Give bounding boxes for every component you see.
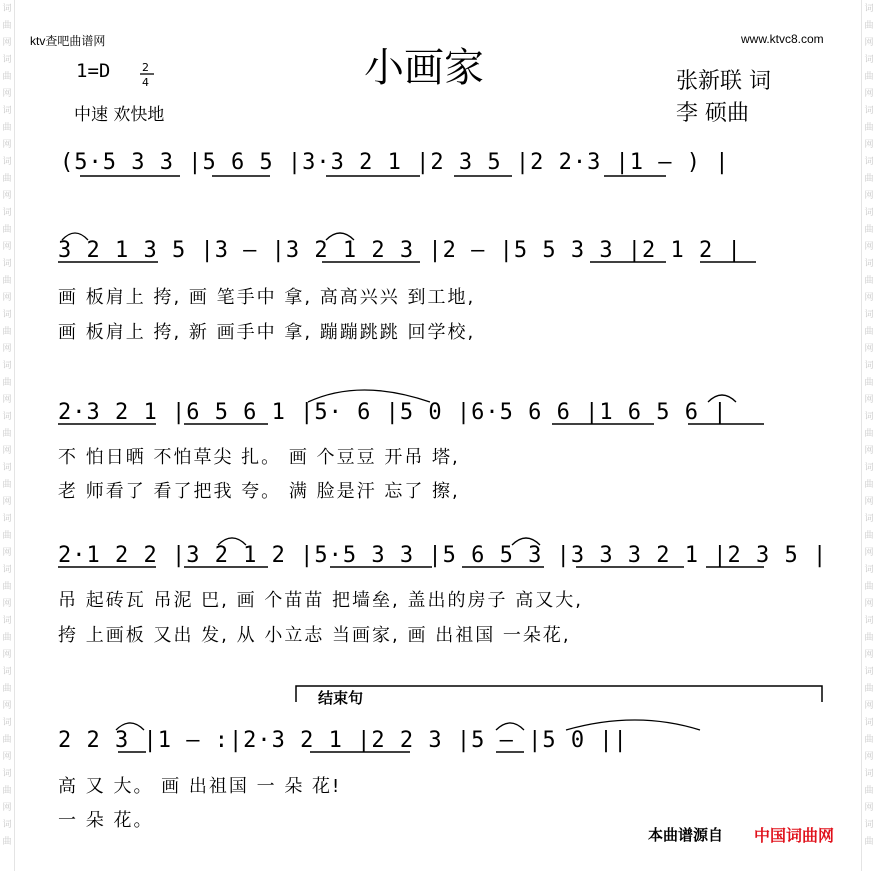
ending-label: 结束句 bbox=[318, 689, 364, 707]
score-line-4-verse-1: 吊 起砖瓦 吊泥 巴, 画 个苗苗 把墙垒, 盖出的房子 高又大, bbox=[58, 590, 583, 611]
key-signature: 1=D bbox=[76, 60, 111, 82]
watermark-glyph: 词 bbox=[864, 55, 874, 65]
watermark-glyph: 曲 bbox=[2, 21, 12, 31]
watermark-glyph: 曲 bbox=[864, 327, 874, 337]
watermark-glyph: 曲 bbox=[864, 174, 874, 184]
watermark-glyph: 曲 bbox=[2, 123, 12, 133]
score-line-3-notes: 2·3 2 1 |6 5 6 1 |5· 6 |5 0 |6·5 6 6 |1 6 5 6 | bbox=[58, 400, 728, 425]
watermark-glyph: 词 bbox=[864, 412, 874, 422]
watermark-glyph: 曲 bbox=[2, 225, 12, 235]
tempo-marking: 中速 欢快地 bbox=[74, 105, 165, 125]
ending-bracket bbox=[296, 686, 822, 702]
watermark-glyph: 词 bbox=[2, 412, 12, 422]
svg-text:2: 2 bbox=[142, 61, 149, 74]
watermark-glyph: 曲 bbox=[864, 429, 874, 439]
watermark-glyph: 曲 bbox=[2, 786, 12, 796]
watermark-glyph: 曲 bbox=[2, 582, 12, 592]
source-site-link[interactable]: 中国词曲网 bbox=[754, 826, 835, 845]
watermark-glyph: 网 bbox=[864, 140, 874, 150]
watermark-glyph: 网 bbox=[2, 701, 12, 711]
slur-mark bbox=[116, 723, 144, 730]
watermark-glyph: 曲 bbox=[864, 684, 874, 694]
watermark-glyph: 网 bbox=[2, 242, 12, 252]
watermark-glyph: 词 bbox=[864, 514, 874, 524]
score-line-2-verse-2: 画 板肩上 挎, 新 画手中 拿, 蹦蹦跳跳 回学校, bbox=[58, 322, 476, 343]
watermark-glyph: 词 bbox=[864, 106, 874, 116]
watermark-glyph: 词 bbox=[864, 310, 874, 320]
watermark-glyph: 词 bbox=[2, 208, 12, 218]
watermark-glyph: 词 bbox=[864, 463, 874, 473]
watermark-glyph: 网 bbox=[864, 446, 874, 456]
watermark-glyph: 词 bbox=[2, 4, 12, 14]
site-url-right: www.ktvc8.com bbox=[741, 32, 824, 46]
score-line-1-notes: (5·5 3 3 |5 6 5 |3·3 2 1 |2 3 5 |2 2·3 |1 – ) | bbox=[60, 150, 730, 175]
watermark-glyph: 曲 bbox=[2, 174, 12, 184]
score-line-3-verse-2: 老 师看了 看了把我 夸。 满 脸是汗 忘了 擦, bbox=[58, 481, 460, 502]
watermark-glyph: 网 bbox=[2, 446, 12, 456]
watermark-glyph: 网 bbox=[2, 752, 12, 762]
watermark-glyph: 曲 bbox=[2, 276, 12, 286]
watermark-glyph: 曲 bbox=[864, 582, 874, 592]
watermark-glyph: 曲 bbox=[2, 72, 12, 82]
watermark-glyph: 曲 bbox=[2, 327, 12, 337]
watermark-glyph: 曲 bbox=[2, 429, 12, 439]
watermark-glyph: 词 bbox=[2, 667, 12, 677]
watermark-glyph: 网 bbox=[2, 395, 12, 405]
watermark-glyph: 网 bbox=[864, 803, 874, 813]
watermark-glyph: 网 bbox=[864, 599, 874, 609]
watermark-glyph: 词 bbox=[2, 157, 12, 167]
watermark-glyph: 网 bbox=[2, 497, 12, 507]
watermark-glyph: 词 bbox=[2, 616, 12, 626]
watermark-glyph: 网 bbox=[2, 89, 12, 99]
watermark-glyph: 词 bbox=[864, 769, 874, 779]
watermark-glyph: 词 bbox=[864, 820, 874, 830]
watermark-glyph: 曲 bbox=[2, 735, 12, 745]
composer-credit: 李 硕曲 bbox=[676, 101, 749, 126]
watermark-glyph: 曲 bbox=[2, 531, 12, 541]
song-title: 小画家 bbox=[364, 45, 484, 91]
score-line-2-verse-1: 画 板肩上 挎, 画 笔手中 拿, 高高兴兴 到工地, bbox=[58, 287, 476, 308]
watermark-glyph: 曲 bbox=[864, 531, 874, 541]
watermark-glyph: 网 bbox=[2, 293, 12, 303]
watermark-glyph: 曲 bbox=[864, 480, 874, 490]
watermark-glyph: 曲 bbox=[2, 378, 12, 388]
watermark-glyph: 曲 bbox=[864, 378, 874, 388]
score-line-4-verse-2: 挎 上画板 又出 发, 从 小立志 当画家, 画 出祖国 一朵花, bbox=[58, 625, 571, 646]
watermark-glyph: 词 bbox=[2, 106, 12, 116]
watermark-glyph: 网 bbox=[864, 752, 874, 762]
slur-mark bbox=[512, 538, 540, 545]
watermark-glyph: 曲 bbox=[2, 633, 12, 643]
watermark-glyph: 网 bbox=[2, 140, 12, 150]
watermark-glyph: 曲 bbox=[2, 684, 12, 694]
watermark-glyph: 网 bbox=[864, 89, 874, 99]
watermark-glyph: 词 bbox=[2, 718, 12, 728]
slur-mark bbox=[566, 720, 700, 730]
slur-mark bbox=[496, 723, 524, 730]
site-name-left: ktv查吧曲谱网 bbox=[30, 34, 106, 48]
beam-lines bbox=[58, 176, 764, 752]
watermark-glyph: 词 bbox=[864, 361, 874, 371]
watermark-glyph: 词 bbox=[864, 616, 874, 626]
watermark-glyph: 网 bbox=[2, 38, 12, 48]
score-line-4-notes: 2·1 2 2 |3 2 1 2 |5·5 3 3 |5 6 5 3 |3 3 3 2 1 |2 3 5 | bbox=[58, 543, 828, 568]
slur-mark bbox=[326, 233, 354, 240]
score-line-5-verse-2: 一 朵 花。 bbox=[58, 810, 154, 831]
watermark-glyph: 词 bbox=[864, 4, 874, 14]
watermark-glyph: 网 bbox=[864, 548, 874, 558]
watermark-glyph: 曲 bbox=[864, 633, 874, 643]
score-line-3-verse-1: 不 怕日晒 不怕草尖 扎。 画 个豆豆 开吊 塔, bbox=[58, 447, 460, 468]
watermark-glyph: 网 bbox=[2, 548, 12, 558]
score-line-2-notes: 3 2 1 3 5 |3 – |3 2 1 2 3 |2 – |5 5 3 3 |2 1 2 | bbox=[58, 238, 742, 263]
watermark-glyph: 网 bbox=[864, 293, 874, 303]
watermark-glyph: 曲 bbox=[864, 786, 874, 796]
watermark-glyph: 网 bbox=[2, 650, 12, 660]
watermark-glyph: 网 bbox=[864, 701, 874, 711]
watermark-glyph: 词 bbox=[2, 55, 12, 65]
slur-mark bbox=[308, 390, 430, 402]
watermark-glyph: 曲 bbox=[864, 735, 874, 745]
slur-mark bbox=[708, 395, 736, 402]
watermark-glyph: 词 bbox=[864, 667, 874, 677]
watermark-glyph: 词 bbox=[2, 310, 12, 320]
watermark-glyph: 网 bbox=[2, 191, 12, 201]
watermark-glyph: 词 bbox=[864, 259, 874, 269]
watermark-glyph: 曲 bbox=[2, 480, 12, 490]
watermark-glyph: 网 bbox=[864, 650, 874, 660]
slur-mark bbox=[62, 233, 88, 240]
svg-text:4: 4 bbox=[142, 76, 149, 88]
watermark-glyph: 曲 bbox=[864, 123, 874, 133]
score-line-5-notes: 2 2 3 |1 – :|2·3 2 1 |2 2 3 |5 – |5 0 || bbox=[58, 728, 628, 753]
watermark-glyph: 词 bbox=[2, 463, 12, 473]
score-line-5-verse-1: 高 又 大。 画 出祖国 一 朵 花! bbox=[58, 776, 342, 797]
source-label: 本曲谱源自 bbox=[648, 826, 724, 844]
watermark-glyph: 曲 bbox=[864, 225, 874, 235]
watermark-glyph: 词 bbox=[864, 565, 874, 575]
watermark-glyph: 曲 bbox=[864, 72, 874, 82]
watermark-glyph: 网 bbox=[2, 344, 12, 354]
watermark-glyph: 词 bbox=[2, 514, 12, 524]
watermark-glyph: 曲 bbox=[864, 276, 874, 286]
watermark-glyph: 网 bbox=[2, 599, 12, 609]
watermark-glyph: 词 bbox=[2, 565, 12, 575]
watermark-glyph: 网 bbox=[864, 242, 874, 252]
watermark-glyph: 网 bbox=[864, 191, 874, 201]
watermark-glyph: 词 bbox=[2, 820, 12, 830]
watermark-glyph: 词 bbox=[2, 259, 12, 269]
watermark-glyph: 曲 bbox=[2, 837, 12, 847]
watermark-glyph: 网 bbox=[864, 497, 874, 507]
watermark-glyph: 曲 bbox=[864, 837, 874, 847]
watermark-glyph: 网 bbox=[864, 395, 874, 405]
lyricist-credit: 张新联 词 bbox=[676, 69, 771, 94]
watermark-glyph: 曲 bbox=[864, 21, 874, 31]
slur-mark bbox=[218, 538, 246, 545]
watermark-glyph: 网 bbox=[864, 344, 874, 354]
watermark-glyph: 词 bbox=[864, 718, 874, 728]
watermark-glyph: 网 bbox=[864, 38, 874, 48]
watermark-glyph: 词 bbox=[864, 208, 874, 218]
watermark-glyph: 词 bbox=[2, 769, 12, 779]
watermark-glyph: 网 bbox=[2, 803, 12, 813]
watermark-glyph: 词 bbox=[864, 157, 874, 167]
watermark-glyph: 词 bbox=[2, 361, 12, 371]
